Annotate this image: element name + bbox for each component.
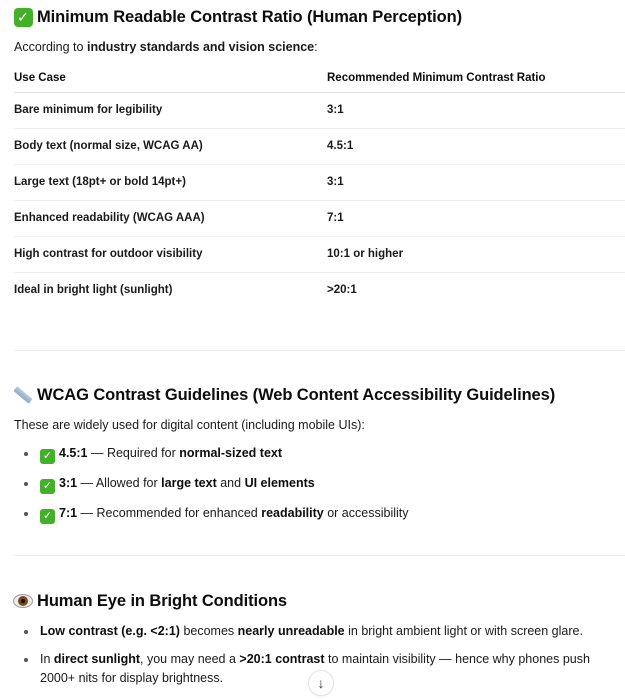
table-row: [14, 92, 625, 128]
scroll-to-bottom-button[interactable]: [308, 670, 334, 696]
contrast-ratio-table: [14, 64, 625, 308]
use-case-cell: Enhanced readability (WCAG AAA): [14, 212, 205, 224]
table-row: [14, 236, 625, 272]
section-title: Minimum Readable Contrast Ratio (Human Perception): [37, 7, 462, 26]
wcag-guidelines-list: [14, 444, 409, 524]
ratio-cell: 7:1: [327, 212, 344, 224]
section-title: WCAG Contrast Guidelines (Web Content Accessibility Guidelines): [37, 385, 556, 404]
section-intro: These are widely used for digital content (including mobile UIs):: [14, 418, 365, 432]
ratio-cell: 3:1: [327, 176, 344, 188]
section-heading-minimum-contrast: [12, 6, 462, 28]
list-item: In direct sunlight, you may need a >20:1 contrast to maintain visibility — hence why phones push 2000+ nits for display brightness.: [14, 650, 625, 688]
table-row: [14, 128, 625, 164]
column-header-use-case: Use Case: [14, 71, 66, 84]
check-mark-button-icon: ✓: [40, 479, 55, 494]
section-divider: [14, 555, 625, 556]
use-case-cell: Ideal in bright light (sunlight): [14, 284, 173, 297]
list-item: ✓ 3:1 — Allowed for large text and UI elements: [14, 474, 409, 494]
section-heading-wcag-guidelines: [12, 384, 555, 406]
table-row: [14, 164, 625, 200]
ratio-cell: 10:1 or higher: [327, 248, 404, 260]
ratio-cell: 3:1: [327, 104, 344, 116]
ratio-cell: >20:1: [327, 284, 357, 297]
ratio-cell: 4.5:1: [327, 140, 354, 152]
list-item: ✓ 7:1 — Recommended for enhanced readability or accessibility: [14, 504, 409, 524]
eye-icon: [12, 590, 34, 612]
section-heading-human-eye: [12, 590, 287, 612]
table-row: [14, 272, 625, 308]
bullet-icon: [24, 512, 28, 516]
table-header-row: [14, 64, 625, 92]
ruler-icon: [12, 384, 34, 406]
section-divider: [14, 350, 625, 351]
bullet-icon: [24, 630, 28, 634]
check-mark-button-icon: ✓: [12, 6, 34, 28]
section-title: Human Eye in Bright Conditions: [37, 591, 288, 610]
list-item: ✓ 4.5:1 — Required for normal-sized text: [14, 444, 409, 464]
use-case-cell: Large text (18pt+ or bold 14pt+): [14, 176, 186, 188]
arrow-down-icon: ↓: [317, 675, 325, 691]
use-case-cell: High contrast for outdoor visibility: [14, 248, 203, 260]
bullet-icon: [24, 658, 28, 662]
check-mark-button-icon: ✓: [40, 509, 55, 524]
use-case-cell: Body text (normal size, WCAG AA): [14, 140, 203, 152]
column-header-ratio: Recommended Minimum Contrast Ratio: [327, 71, 546, 84]
bullet-icon: [24, 452, 28, 456]
check-mark-button-icon: ✓: [40, 449, 55, 464]
section-intro: According to industry standards and vision science:: [14, 40, 318, 54]
list-item: Low contrast (e.g. <2:1) becomes nearly unreadable in bright ambient light or with screen glare.: [14, 622, 625, 641]
bullet-icon: [24, 482, 28, 486]
use-case-cell: Bare minimum for legibility: [14, 104, 163, 116]
table-row: [14, 200, 625, 236]
